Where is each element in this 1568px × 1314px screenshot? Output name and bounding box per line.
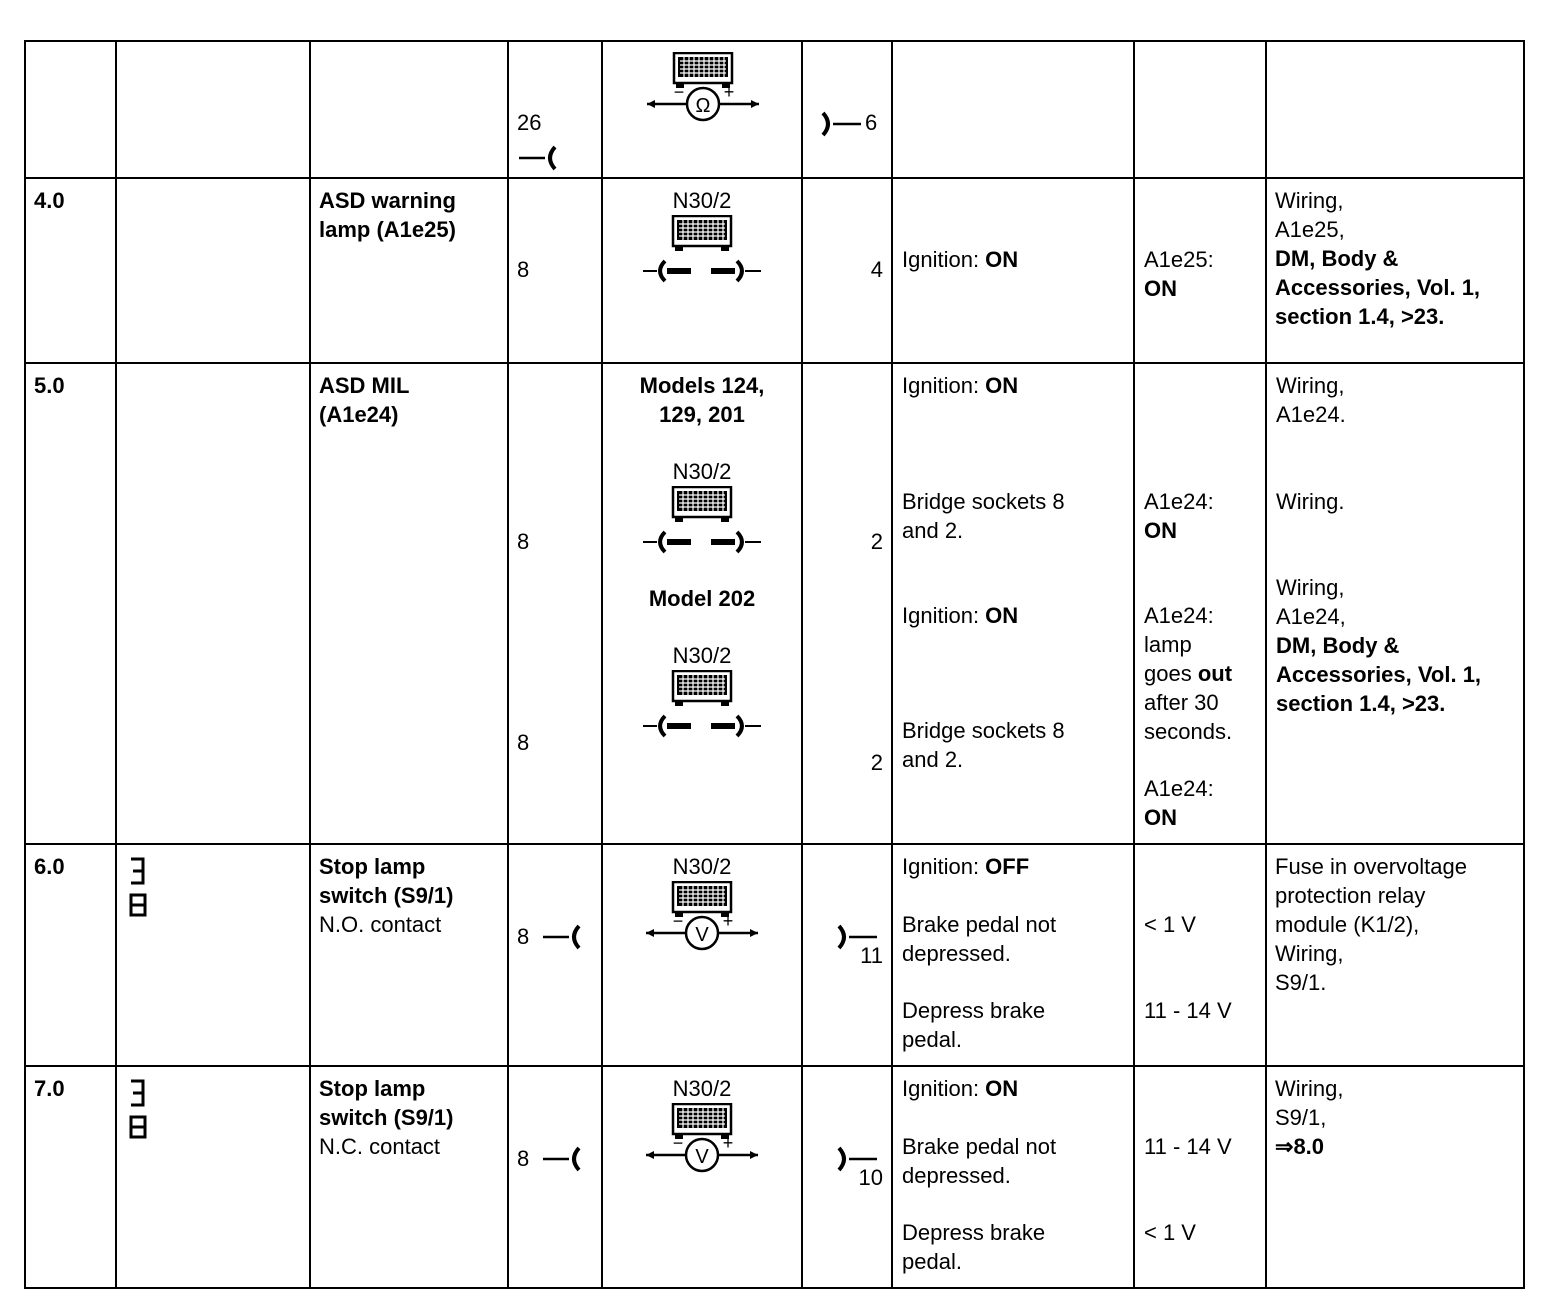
component-cell: Stop lamp switch (S9/1) N.C. contact <box>310 1066 508 1288</box>
socket-number: 8 <box>517 257 530 282</box>
ohmmeter-icon <box>643 52 763 126</box>
condition-cell: Ignition: ON Bridge sockets 8 and 2. Ignition: ON Bridge sockets 8 and 2. <box>892 363 1134 844</box>
table-row <box>25 844 1524 1066</box>
socket-number: 2 <box>870 529 883 554</box>
test-lead-plug-icon <box>821 108 865 140</box>
socket-number: 26 <box>517 110 542 135</box>
socket-number: 10 <box>858 1165 883 1190</box>
test-lead-plug-icon <box>543 1143 587 1175</box>
spec-cell: A1e25: ON <box>1134 178 1266 363</box>
meter-cell <box>602 1066 802 1288</box>
step-cell <box>25 41 116 178</box>
display-symbol-icon <box>129 1079 149 1141</box>
svg-text:−: − <box>672 1133 684 1153</box>
meter-cell <box>602 844 802 1066</box>
connector-label: N30/2 <box>672 1076 732 1101</box>
cross-reference-link: ⇒8.0 <box>1275 1134 1325 1159</box>
meter-cell <box>602 41 802 178</box>
symbol-cell <box>116 178 310 363</box>
spec-cell: A1e24: ON A1e24: lamp goes out after 30 seconds. A1e24: ON <box>1134 363 1266 844</box>
symbol-cell <box>116 1066 310 1288</box>
condition-cell: Ignition: OFF Brake pedal not depressed. Depress brake pedal. <box>892 844 1134 1066</box>
component-cell <box>310 41 508 178</box>
socket-number: 11 <box>860 943 883 968</box>
step-number: 6.0 <box>25 844 116 1066</box>
svg-text:−: − <box>672 911 684 931</box>
voltmeter-icon <box>642 881 762 955</box>
table-row <box>25 363 1524 844</box>
socket-number: 8 <box>517 1146 530 1171</box>
spec-cell: 11 - 14 V < 1 V <box>1134 1066 1266 1288</box>
svg-text:−: − <box>673 82 685 102</box>
symbol-cell <box>116 844 310 1066</box>
svg-text:+: + <box>723 82 735 102</box>
socket-number: 6 <box>865 110 878 135</box>
spec-cell <box>1134 41 1266 178</box>
diagnostic-test-table <box>24 40 1525 1289</box>
svg-text:+: + <box>722 1133 734 1153</box>
socket-b-cell <box>802 363 892 844</box>
meter-cell <box>602 178 802 363</box>
socket-b-cell <box>802 41 892 178</box>
socket-number: 8 <box>517 529 530 554</box>
spec-cell: < 1 V 11 - 14 V <box>1134 844 1266 1066</box>
model-label: Model 202 <box>648 586 756 611</box>
table-row <box>25 1066 1524 1288</box>
test-lead-plug-icon <box>519 142 563 174</box>
bridge-adapter-icon <box>642 670 762 742</box>
component-cell: Stop lamp switch (S9/1) N.O. contact <box>310 844 508 1066</box>
socket-number: 8 <box>517 730 530 755</box>
step-number: 4.0 <box>25 178 116 363</box>
socket-b-cell <box>802 844 892 1066</box>
socket-b-cell <box>802 1066 892 1288</box>
socket-b-cell <box>802 178 892 363</box>
socket-a-cell <box>508 178 602 363</box>
connector-label: N30/2 <box>672 854 732 879</box>
bridge-adapter-icon <box>642 215 762 287</box>
test-lead-plug-icon <box>543 921 587 953</box>
remedy-cell: Fuse in overvoltage protection relay module (K1/2), Wiring, S9/1. <box>1266 844 1524 1066</box>
symbol-cell <box>116 41 310 178</box>
remedy-cell <box>1266 41 1524 178</box>
table-row <box>25 178 1524 363</box>
socket-a-cell <box>508 1066 602 1288</box>
socket-a-cell <box>508 41 602 178</box>
connector-label: N30/2 <box>672 188 732 213</box>
svg-text:Ω: Ω <box>695 95 711 117</box>
symbol-cell <box>116 363 310 844</box>
condition-cell: Ignition: ON <box>892 178 1134 363</box>
socket-number: 2 <box>870 750 883 775</box>
voltmeter-icon <box>642 1103 762 1177</box>
condition-cell: Ignition: ON Brake pedal not depressed. Depress brake pedal. <box>892 1066 1134 1288</box>
component-cell: ASD MIL (A1e24) <box>310 363 508 844</box>
table-row <box>25 41 1524 178</box>
step-number: 5.0 <box>25 363 116 844</box>
socket-a-cell <box>508 363 602 844</box>
step-number: 7.0 <box>25 1066 116 1288</box>
socket-a-cell <box>508 844 602 1066</box>
model-label: Models 124, 129, 201 <box>639 373 765 427</box>
remedy-cell: Wiring, A1e24. Wiring. Wiring, A1e24, DM, Body & Accessories, Vol. 1, section 1.4, >23. <box>1266 363 1524 844</box>
socket-number: 4 <box>870 257 883 282</box>
display-symbol-icon <box>129 857 149 919</box>
connector-label: N30/2 <box>672 459 732 484</box>
remedy-cell: Wiring, S9/1, ⇒8.0 <box>1266 1066 1524 1288</box>
remedy-cell: Wiring, A1e25, DM, Body & Accessories, Vol. 1, section 1.4, >23. <box>1266 178 1524 363</box>
bridge-adapter-icon <box>642 486 762 558</box>
svg-text:V: V <box>695 924 709 946</box>
svg-text:V: V <box>695 1146 709 1168</box>
connector-label: N30/2 <box>672 643 732 668</box>
svg-text:+: + <box>722 911 734 931</box>
component-cell: ASD warning lamp (A1e25) <box>310 178 508 363</box>
meter-cell <box>602 363 802 844</box>
condition-cell <box>892 41 1134 178</box>
socket-number: 8 <box>517 924 530 949</box>
